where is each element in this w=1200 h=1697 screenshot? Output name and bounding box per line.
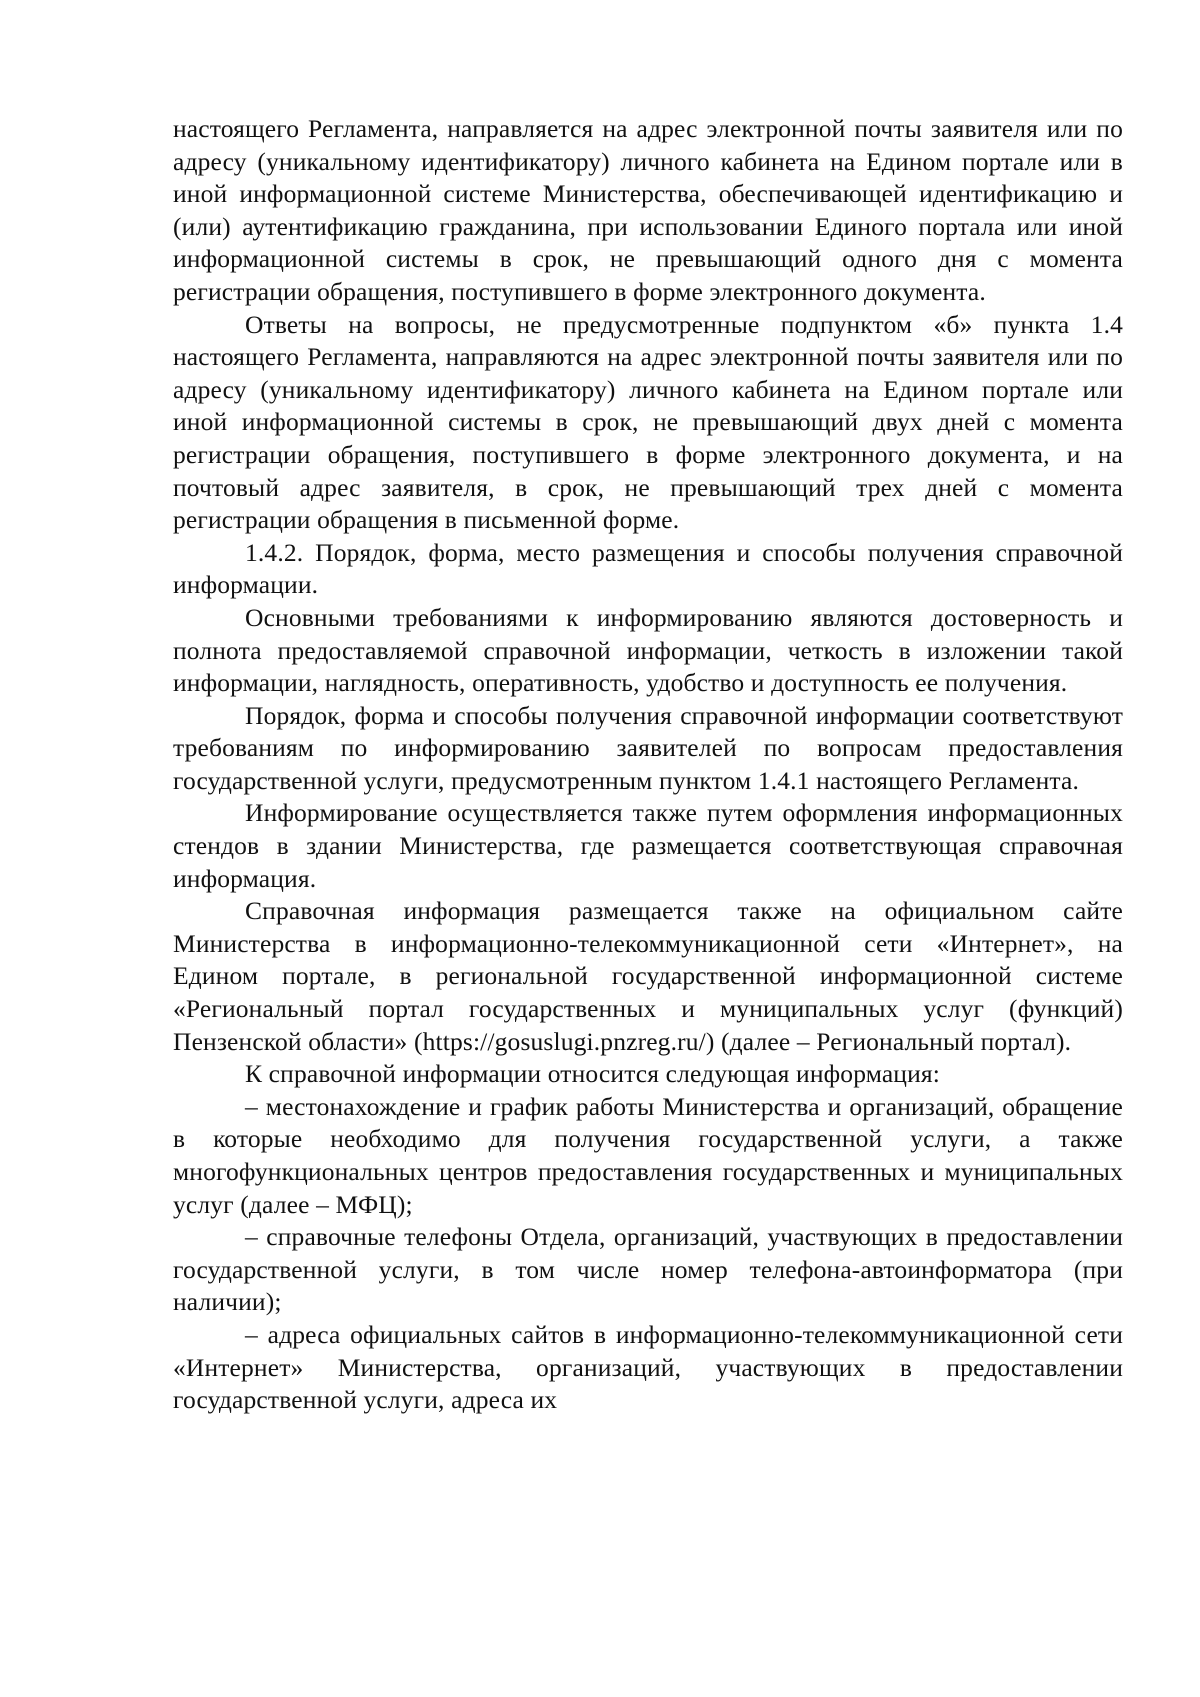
- paragraph-continuation: настоящего Регламента, направляется на адрес электронной почты заявителя или по адресу (уникальному идентификатору) личного кабинета на Едином портале или в иной информационной системе Министерства, обеспечивающей идентификацию и (или) аутентификацию гражданина, при использовании Единого портала или иной информационной системы в срок, не превышающий одного дня с момента регистрации обращения, поступившего в форме электронного документа.: [173, 114, 1123, 306]
- document-body: [173, 113, 1123, 1417]
- paragraph-stands: Информирование осуществляется также путем оформления информационных стендов в здании Министерства, где размещается соответствующая справочная информация.: [173, 798, 1123, 893]
- section-heading-1-4-2: 1.4.2. Порядок, форма, место размещения и способы получения справочной информации.: [173, 537, 1123, 600]
- paragraph-procedure: Порядок, форма и способы получения справочной информации соответствуют требованиям по информированию заявителей по вопросам предоставления государственной услуги, предусмотренным пунктом 1.4.1 настоящего Регламента.: [173, 700, 1123, 795]
- list-item-websites: – адреса официальных сайтов в информационно-телекоммуникационной сети «Интернет» Министерства, организаций, участвующих в предоставлении государственной услуги, адреса их: [173, 1319, 1123, 1415]
- list-item-location: – местонахождение и график работы Министерства и организаций, обращение в которые необходимо для получения государственной услуги, а также многофункциональных центров предоставления государственных и муниципальных услуг (далее – МФЦ);: [173, 1091, 1123, 1219]
- paragraph-info-list-intro: К справочной информации относится следующая информация:: [245, 1059, 940, 1089]
- paragraph-website: Справочная информация размещается также на официальном сайте Министерства в информационно-телекоммуникационной сети «Интернет», на Едином портале, в региональной государственной информационной системе «Региональный портал государственных и муниципальных услуг (функций) Пензенской области» (https://gosuslugi.pnzreg.ru/) (далее – Региональный портал).: [173, 896, 1123, 1056]
- list-item-phones: – справочные телефоны Отдела, организаций, участвующих в предоставлении государственной услуги, в том числе номер телефона-автоинформатора (при наличии);: [173, 1222, 1123, 1317]
- paragraph-requirements: Основными требованиями к информированию являются достоверность и полнота предоставляемой справочной информации, четкость в изложении такой информации, наглядность, оперативность, удобство и доступность ее получения.: [173, 602, 1123, 698]
- paragraph-answers: Ответы на вопросы, не предусмотренные подпунктом «б» пункта 1.4 настоящего Регламента, направляются на адрес электронной почты заявителя или по адресу (уникальному идентификатору) личного кабинета на Едином портале или иной информационной системы в срок, не превышающий двух дней с момента регистрации обращения, поступившего в форме электронного документа, и на почтовый адрес заявителя, в срок, не превышающий трех дней с момента регистрации обращения в письменной форме.: [173, 309, 1123, 535]
